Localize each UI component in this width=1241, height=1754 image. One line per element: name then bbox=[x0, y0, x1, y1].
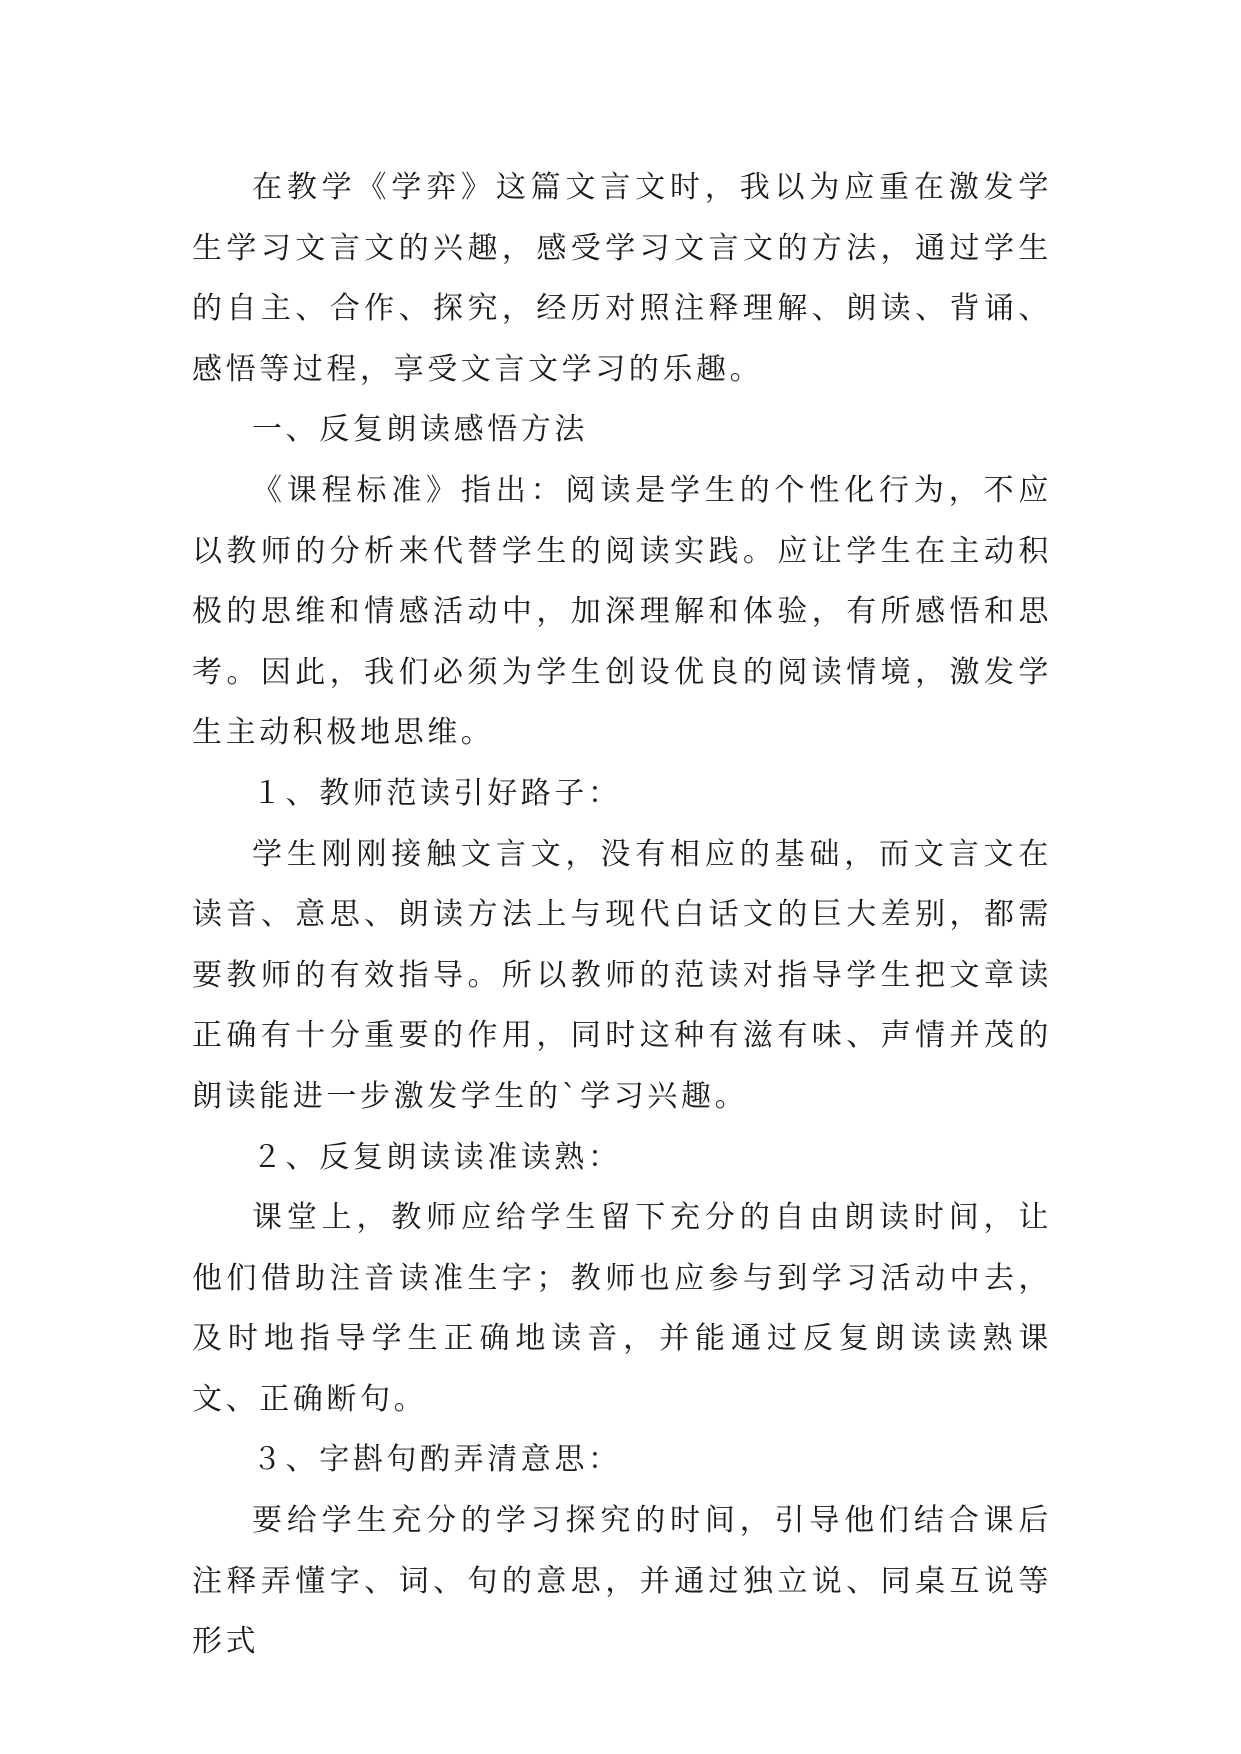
subheading-1: １、教师范读引好路子： bbox=[252, 775, 622, 811]
meaning-study-paragraph: 要给学生充分的学习探究的时间，引导他们结合课后注释弄懂字、词、句的意思，并通过独立说、同桌互说等形式 bbox=[192, 1503, 1052, 1660]
intro-paragraph: 在教学《学弈》这篇文言文时，我以为应重在激发学生学习文言文的兴趣，感受学习文言文的方法，通过学生的自主、合作、探究，经历对照注释理解、朗读、背诵、感悟等过程，享受文言文学习的乐趣。 bbox=[192, 170, 1052, 387]
section-heading-1: 一、反复朗读感悟方法 bbox=[252, 412, 588, 448]
repeated-reading-paragraph: 课堂上，教师应给学生留下充分的自由朗读时间，让他们借助注音读准生字；教师也应参与到学习活动中去，及时地指导学生正确地读音，并能通过反复朗读读熟课文、正确断句。 bbox=[192, 1200, 1052, 1417]
curriculum-standard-paragraph: 《课程标准》指出：阅读是学生的个性化行为，不应以教师的分析来代替学生的阅读实践。应让学生在主动积极的思维和情感活动中，加深理解和体验，有所感悟和思考。因此，我们必须为学生创设优良的阅读情境，激发学生主动积极地思维。 bbox=[192, 472, 1052, 751]
subheading-3: ３、字斟句酌弄清意思： bbox=[252, 1442, 622, 1478]
model-reading-paragraph: 学生刚刚接触文言文，没有相应的基础，而文言文在读音、意思、朗读方法上与现代白话文的巨大差别，都需要教师的有效指导。所以教师的范读对指导学生把文章读正确有十分重要的作用，同时这种有滋有味、声情并茂的朗读能进一步激发学生的`学习兴趣。 bbox=[192, 836, 1052, 1114]
subheading-2: ２、反复朗读读准读熟： bbox=[252, 1139, 622, 1175]
document-body bbox=[192, 158, 1052, 1673]
